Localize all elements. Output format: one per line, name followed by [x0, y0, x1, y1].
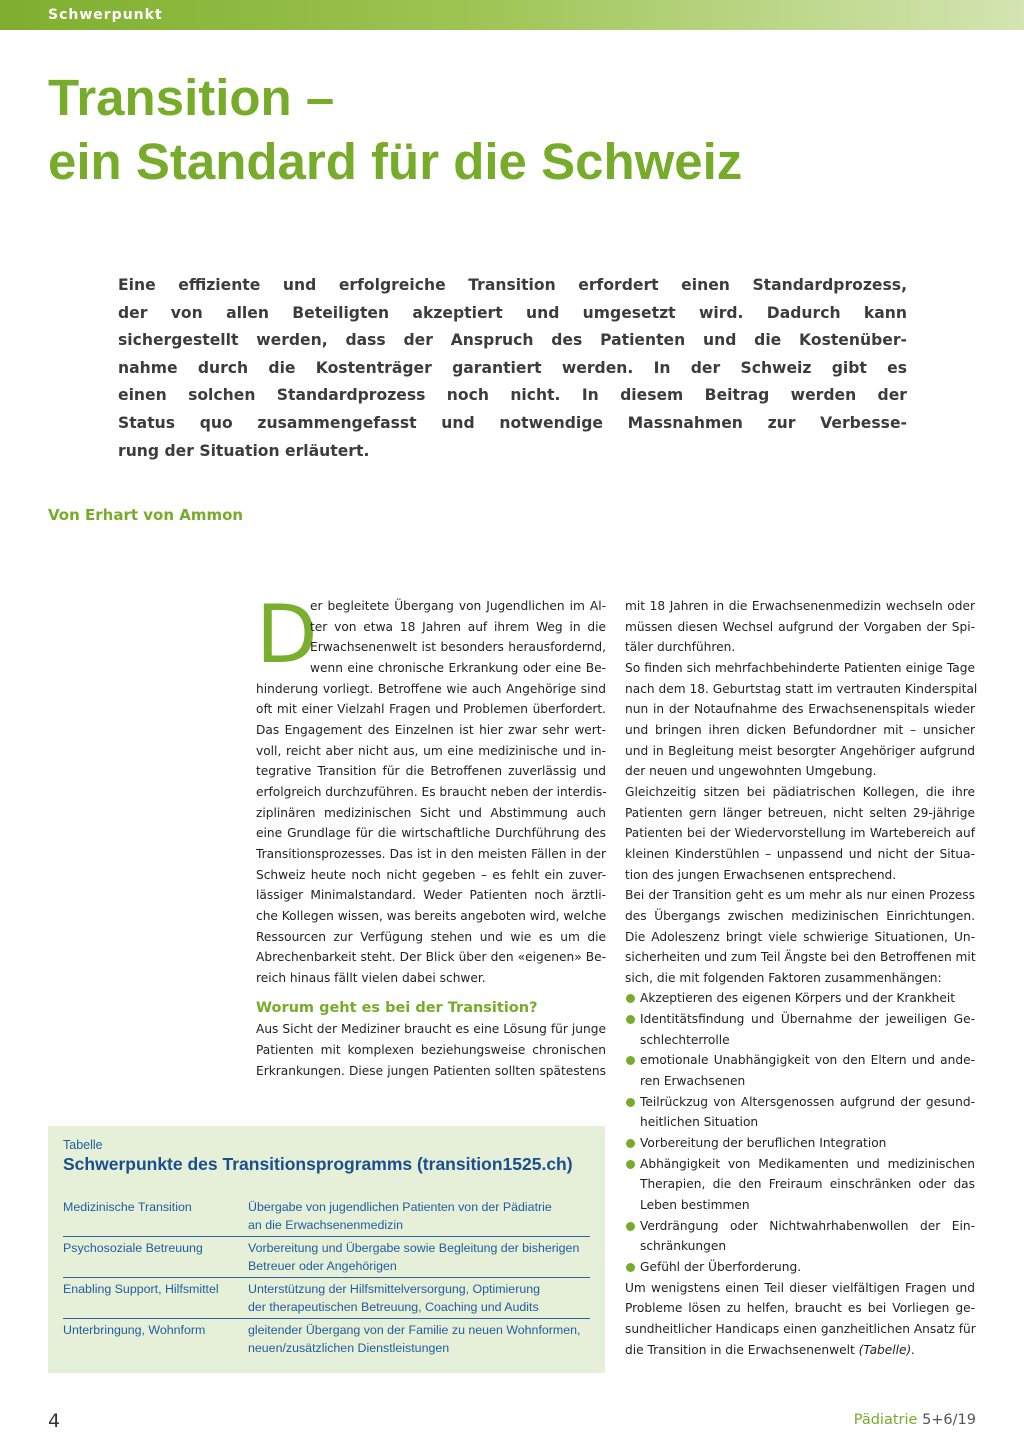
text-line: erfolgreich durchzuführen. Es braucht neben der interdis-: [256, 784, 607, 799]
description-line: Übergabe von jugendlichen Patienten von der Pädiatrie: [248, 1200, 552, 1214]
text-line: Um wenigstens einen Teil dieser vielfältigen Fragen und: [625, 1280, 975, 1295]
text-line: sundheitlicher Handicaps einen ganzheitlichen Ansatz für: [625, 1321, 976, 1336]
text-line: nach dem 18. Geburtstag statt im vertrauten Kinderspital: [625, 681, 978, 696]
lead-paragraph: [118, 272, 907, 465]
section-label: Schwerpunkt: [48, 7, 163, 23]
bullet-line: Teilrückzug von Altersgenossen aufgrund der gesund-: [640, 1094, 975, 1109]
text-line: müssen diesen Wechsel aufgrund der Vorgaben der Spi-: [625, 619, 975, 634]
bullet-line: schränkungen: [640, 1239, 727, 1254]
bullet-dot-icon: [626, 1015, 635, 1024]
text-line: Erkrankungen. Diese jungen Patienten sollten spätestens: [256, 1063, 606, 1078]
description-line: neuen/zusätzlichen Dienstleistungen: [248, 1341, 450, 1355]
table-body: [63, 1196, 590, 1359]
bullet-line: Abhängigkeit von Medikamenten und medizinischen: [640, 1156, 975, 1171]
text-line: Erwachsenenwelt ist besonders herausfordernd,: [310, 640, 606, 655]
text-line-final: [625, 1340, 975, 1361]
lead-line: Status quo zusammengefasst und notwendige Massnahmen zur Verbesse-: [118, 413, 907, 432]
table-cell-description: [248, 1239, 579, 1275]
section-subheading: Worum geht es bei der Transition?: [256, 1000, 538, 1017]
table-cell-description: [248, 1198, 552, 1234]
bullet-line: Therapien, die den Freiraum einschränken oder das: [640, 1177, 975, 1192]
text-line: nun in der Notaufnahme des Erwachsenenspitals wieder: [625, 702, 975, 717]
table-reference: (Tabelle).: [858, 1342, 916, 1357]
text-line: Patienten gern länger betreuen, nicht selten 29-jährige: [625, 805, 975, 820]
author-byline: Von Erhart von Ammon: [48, 506, 244, 524]
lead-line: rung der Situation erläutert.: [118, 441, 370, 460]
title-line-2: ein Standard für die Schweiz: [48, 133, 743, 190]
description-line: gleitender Übergang von der Familie zu neuen Wohnformen,: [248, 1323, 581, 1337]
text-line: Abrechenbarkeit steht. Der Blick über den «eigenen» Be-: [256, 950, 606, 965]
bullet-line: emotionale Unabhängigkeit von den Eltern und ande-: [640, 1053, 975, 1068]
bullet-item: [625, 1009, 975, 1050]
lead-line: Eine effiziente und erfolgreiche Transition erfordert einen Standardprozess,: [118, 276, 907, 294]
text-line: wenn eine chronische Erkrankung oder eine Be-: [310, 660, 606, 675]
bullet-dot-icon: [626, 1263, 635, 1272]
lead-line: sichergestellt werden, dass der Anspruch des Patienten und die Kostenüber-: [118, 331, 907, 350]
bullet-item: [625, 988, 975, 1009]
bullet-line: ren Erwachsenen: [640, 1074, 746, 1089]
section-header-bar: [0, 0, 1024, 30]
description-line: der therapeutischen Betreuung, Coaching und Audits: [248, 1300, 539, 1314]
description-line: Betreuer oder Angehörigen: [248, 1259, 397, 1273]
text-line: ter von etwa 18 Jahren auf ihrem Weg in die: [310, 619, 606, 634]
bullet-dot-icon: [626, 1056, 635, 1065]
table-title: Schwerpunkte des Transitionsprogramms (transition1525.ch): [63, 1154, 573, 1174]
text-line: sich, die mit folgenden Faktoren zusammenhängen:: [625, 970, 942, 985]
journal-footer: [854, 1412, 976, 1428]
lead-line: der von allen Beteiligten akzeptiert und umgesetzt wird. Dadurch kann: [118, 303, 907, 322]
text-line: Ressourcen zur Verfügung stehen und wie es um die: [256, 929, 606, 944]
table-row: [63, 1277, 590, 1318]
text-line: tion des jungen Erwachsenen entsprechend.: [625, 867, 897, 882]
text-line: Aus Sicht der Mediziner braucht es eine Lösung für junge: [256, 1022, 606, 1037]
bullet-item: [625, 1092, 975, 1133]
journal-name: Pädiatrie: [853, 1412, 918, 1428]
description-line: Vorbereitung und Übergabe sowie Begleitung der bisherigen: [248, 1241, 580, 1255]
bullet-line: Verdrängung oder Nichtwahrhabenwollen der Ein-: [640, 1218, 975, 1233]
table-cell-description: [248, 1321, 580, 1357]
text-line: kleinen Kinderstühlen – unpassend und nicht der Situa-: [625, 846, 975, 861]
text-line: oft mit einer Vielzahl Fragen und Problemen überfordert.: [256, 702, 606, 717]
article-title: [48, 66, 948, 194]
bullet-line: Leben bestimmen: [640, 1198, 750, 1213]
table-row: [63, 1318, 590, 1359]
body-column-2: [625, 596, 978, 1360]
text-line: ziplinären medizinischen Sicht und Abstimmung auch: [256, 805, 606, 820]
table-label: Tabelle: [63, 1138, 103, 1152]
table-row: [63, 1236, 590, 1277]
text-line: mit 18 Jahren in die Erwachsenenmedizin wechseln oder: [625, 599, 975, 613]
text-line: eine Grundlage für die wirtschaftliche Durchführung des: [256, 826, 606, 841]
text-line: Transitionsprozesses. Das ist in den meisten Fällen in der: [256, 846, 606, 861]
bullet-dot-icon: [626, 994, 635, 1003]
text-line: er begleitete Übergang von Jugendlichen im Al-: [310, 599, 606, 613]
text-line: Schweiz heute noch nicht gegeben – es fehlt ein zuver-: [256, 867, 606, 882]
text-line: che Kollegen wissen, was bereits angeboten wird, welche: [256, 908, 607, 923]
bullet-line: schlechterrolle: [640, 1032, 730, 1047]
lead-line: einen solchen Standardprozess noch nicht. In diesem Beitrag werden der: [118, 386, 907, 405]
text-line: So finden sich mehrfachbehinderte Patienten einige Tage: [625, 660, 975, 675]
bullet-line: heitlichen Situation: [640, 1115, 759, 1130]
drop-cap: D: [256, 588, 318, 681]
text-line: des Übergangs zwischen medizinischen Einrichtungen.: [625, 908, 975, 923]
bullet-dot-icon: [626, 1098, 635, 1107]
text-line: voll, reicht aber nicht aus, um eine medizinische und in-: [256, 743, 606, 758]
bullet-dot-icon: [626, 1160, 635, 1169]
bullet-line: Identitätsfindung und Übernahme der jeweiligen Ge-: [640, 1012, 975, 1027]
text-line: reich hinaus fällt vielen dabei schwer.: [256, 970, 486, 985]
title-line-1: Transition –: [48, 69, 335, 126]
text-line: und in Begleitung meist besorgter Angehöriger aufgrund: [625, 743, 975, 758]
text-line: Bei der Transition geht es um mehr als nur einen Prozess: [625, 888, 975, 903]
text-line: der neuen und ungewohnten Umgebung.: [625, 764, 877, 779]
lead-line: nahme durch die Kostenträger garantiert werden. In der Schweiz gibt es: [118, 358, 907, 377]
text-line: hinderung vorliegt. Betroffene wie auch Angehörige sind: [256, 681, 606, 696]
text-line: täler durchführen.: [625, 640, 736, 655]
table-cell-category: Unterbringung, Wohnform: [63, 1323, 206, 1337]
text-line: Gleichzeitig sitzen bei pädiatrischen Kollegen, die ihre: [625, 784, 975, 799]
bullet-dot-icon: [626, 1222, 635, 1231]
info-table-box: [48, 1126, 605, 1373]
bullet-line: Vorbereitung der beruflichen Integration: [640, 1136, 887, 1151]
bullet-item: [625, 1154, 975, 1216]
description-line: an die Erwachsenenmedizin: [248, 1218, 403, 1232]
closing-text: die Transition in die Erwachsenenwelt: [625, 1342, 859, 1357]
text-line: tegrative Transition für die Betroffenen zuverlässig und: [256, 764, 606, 779]
text-line: Patienten bei der Wiedervorstellung im Wartebereich auf: [625, 826, 975, 841]
page-number: 4: [48, 1410, 61, 1432]
text-line: Die Adoleszenz bringt viele schwierige Situationen, Un-: [625, 929, 975, 944]
text-line: und bringen ihren dicken Befundordner mit – unsicher: [625, 722, 975, 737]
text-line: Das Engagement des Einzelnen ist hier zwar sehr wert-: [256, 722, 606, 737]
bullet-item: [625, 1257, 975, 1278]
journal-issue: 5+6/19: [922, 1412, 976, 1428]
table-cell-description: [248, 1280, 540, 1316]
bullet-line: Akzeptieren des eigenen Körpers und der Krankheit: [640, 991, 956, 1006]
text-line: Patienten mit komplexen beziehungsweise chronischen: [256, 1043, 606, 1058]
text-line: lässiger Minimalstandard. Weder Patienten noch ärztli-: [256, 888, 606, 903]
bullet-dot-icon: [626, 1139, 635, 1148]
bullet-item: [625, 1133, 975, 1154]
bullet-item: [625, 1216, 975, 1257]
description-line: Unterstützung der Hilfsmittelversorgung, Optimierung: [248, 1282, 540, 1296]
table-cell-category: Psychosoziale Betreuung: [63, 1241, 203, 1255]
bullet-line: Gefühl der Überforderung.: [640, 1260, 802, 1274]
text-line: sicherheiten und zum Teil Ängste bei den Betroffenen mit: [625, 950, 976, 965]
text-line: Probleme lösen zu helfen, braucht es bei Vorliegen ge-: [625, 1301, 975, 1316]
table-cell-category: Enabling Support, Hilfsmittel: [63, 1282, 219, 1296]
table-cell-category: Medizinische Transition: [63, 1200, 192, 1214]
body-column-1: [256, 588, 607, 1081]
table-row: [63, 1196, 590, 1236]
bullet-item: [625, 1050, 975, 1091]
